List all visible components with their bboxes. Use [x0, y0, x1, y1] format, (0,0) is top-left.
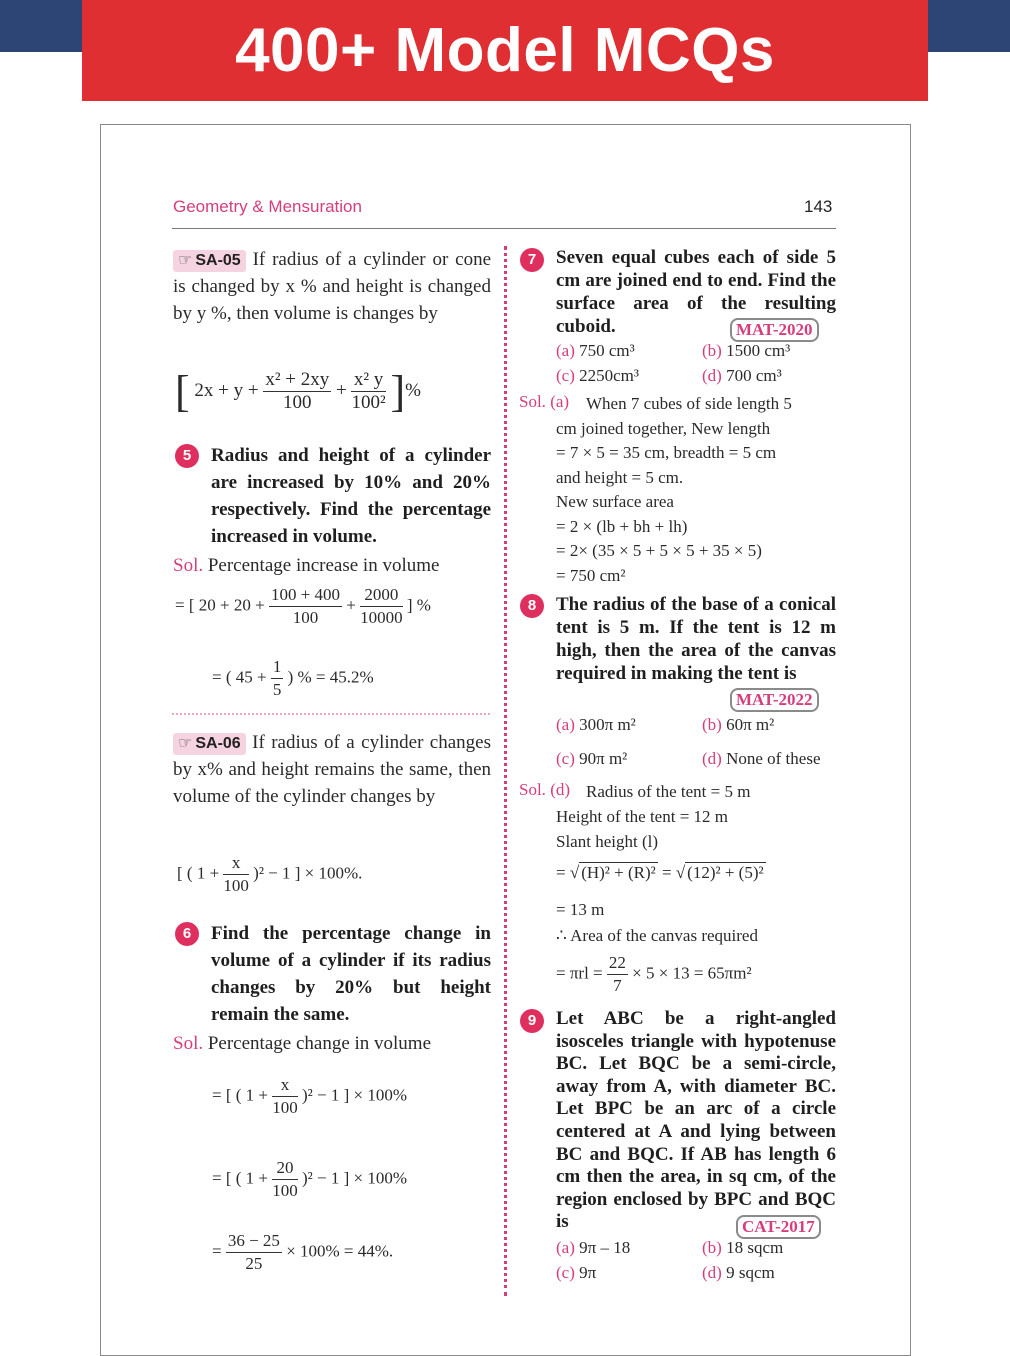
- sol-label: Sol.: [173, 555, 204, 576]
- title-banner: [82, 0, 928, 101]
- q8-sqrt-line: = √ (H)² + (R)² = √ (12)² + (5)²: [556, 863, 764, 882]
- q7-sol-label: Sol. (a): [519, 392, 570, 411]
- q8-option-a: (a) 300π m²: [556, 715, 636, 734]
- q8-eq13: = 13 m: [556, 900, 605, 919]
- q9-option-a: (a) 9π – 18: [556, 1238, 631, 1257]
- sa06-formula: [ ( 1 + $\frac{x}{100}$ )² − 1 ] × 100%.: [177, 853, 363, 895]
- q9-exam-badge: CAT-2017: [736, 1215, 821, 1239]
- q6-line3: = $\frac{36 - 25}{25}$ × 100% = 44%.: [212, 1231, 394, 1273]
- q8-exam-badge: MAT-2022: [730, 688, 819, 712]
- sa05-block: [173, 246, 491, 327]
- fraction: $\frac{22}{7}$: [608, 953, 626, 995]
- sa06-text: If radius of a cylinder changes by x% and height remains the same, then volume of the cylinder changes by: [173, 732, 492, 807]
- q8-number: 8: [520, 594, 544, 618]
- q8-option-b: (b) 60π m²: [702, 715, 775, 734]
- banner-title: 400+ Model MCQs: [235, 16, 775, 85]
- q6-solution-intro: Sol. Percentage change in volume: [173, 1033, 432, 1054]
- fraction: $\frac{\text{x² + 2xy}}{100}$: [265, 369, 330, 413]
- sa05-tag-label: SA-05: [195, 252, 241, 269]
- sqrt-term: (H)² + (R)²: [581, 863, 656, 882]
- sa06-tag: [173, 733, 246, 755]
- q5-solution-intro: Sol. Percentage increase in volume: [173, 555, 440, 576]
- q7-option-c: (c) 2250cm³: [556, 366, 639, 385]
- q7-number: 7: [520, 248, 544, 272]
- q8-sol-label: Sol. (d): [519, 780, 571, 799]
- q8-question: The radius of the base of a conical tent is 5 m. If the tent is 12 m high, then the area of the canvas required in making the tent is: [556, 594, 836, 684]
- q8-option-c: (c) 90π m²: [556, 749, 628, 768]
- column-divider: [504, 246, 507, 1296]
- section-title: Geometry & Mensuration: [173, 197, 362, 216]
- sqrt-term: (12)² + (5)²: [687, 863, 764, 882]
- bracket-close: ]: [390, 367, 406, 416]
- sa05-text: If radius of a cylinder or cone is changed by x % and height is changed by y %, then volume is changes by: [173, 249, 491, 324]
- q5-line1: = [ 20 + 20 + $\frac{100 + 400}{100}$ + $\frac{2000}{10000}$ ] %: [175, 585, 431, 627]
- sa05-tag: [173, 250, 246, 272]
- fraction: $\frac{x}{100}$: [272, 1075, 298, 1117]
- q6-question: Find the percentage change in volume of a cylinder if its radius changes by 20% but height remain the same.: [211, 923, 491, 1025]
- sa05-formula: [ 2x + y + $\frac{\text{x² + 2xy}}{100}$ + $\frac{\text{x² y}}{\text{100²}}$ ]%: [175, 367, 421, 416]
- q7-option-b: (b) 1500 cm³: [702, 341, 791, 360]
- q6-line1: = [ ( 1 + $\frac{x}{100}$ )² − 1 ] × 100%: [212, 1075, 408, 1117]
- top-right-band: [928, 0, 1010, 52]
- bracket-open: [: [175, 367, 190, 416]
- fraction: $\frac{1}{5}$: [272, 657, 282, 699]
- header-rule: [172, 228, 836, 229]
- q6-line2: = [ ( 1 + $\frac{20}{100}$ )² − 1 ] × 100%: [212, 1158, 408, 1200]
- q5-number: 5: [175, 444, 199, 468]
- q7-solution: When 7 cubes of side length 5 cm joined together, New length = 7 × 5 = 35 cm, breadth = 5 cm and height = 5 cm. New surface area = 2 × (lb + bh + lh) = 2× (35 × 5 + 5 × 5 + 35 × 5) = 750 cm²: [556, 394, 792, 585]
- fraction: $\frac{100 + 400}{100}$: [270, 585, 341, 627]
- pointing-hand-icon: ☞: [178, 252, 193, 269]
- q9-number: 9: [520, 1009, 544, 1033]
- q7-question: Seven equal cubes each of side 5 cm are joined end to end. Find the surface area of the resulting cuboid.: [556, 247, 836, 337]
- q9-option-c: (c) 9π: [556, 1263, 597, 1282]
- q6-number: 6: [175, 922, 199, 946]
- q8-option-d: (d) None of these: [702, 749, 821, 768]
- q9-option-d: (d) 9 sqcm: [702, 1263, 775, 1282]
- formula-term: 2x + y +: [194, 379, 259, 401]
- q7-exam-badge: MAT-2020: [730, 318, 819, 342]
- q7-option-a: (a) 750 cm³: [556, 341, 635, 360]
- sa06-block: [173, 729, 491, 810]
- fraction: $\frac{2000}{10000}$: [360, 585, 403, 627]
- page-number: 143: [804, 197, 833, 216]
- pointing-hand-icon: ☞: [178, 735, 193, 752]
- q8-area-formula: = πrl = $\frac{22}{7}$ × 5 × 13 = 65πm²: [556, 953, 752, 995]
- q8-solution: Radius of the tent = 5 m Height of the tent = 12 m Slant height (l): [556, 782, 751, 851]
- q9-question: Let ABC be a right-angled isosceles triangle with hypotenuse BC. Let BQC be a semi-circle, away from A, with diameter BC. Let BPC be an arc of a circle centered at A and lying between BC and BQC. If AB has length 6 cm then the area, in sq cm, of the region enclosed by BPC and BQC is: [556, 1008, 836, 1233]
- fraction: $\frac{20}{100}$: [272, 1158, 298, 1200]
- fraction: $\frac{\text{x² y}}{\text{100²}}$: [351, 369, 386, 413]
- section-separator: [172, 713, 490, 718]
- q5-line2: = ( 45 + $\frac{1}{5}$ ) % = 45.2%: [212, 657, 374, 699]
- top-left-band: [0, 0, 82, 52]
- sa06-tag-label: SA-06: [195, 735, 241, 752]
- q5-question: Radius and height of a cylinder are increased by 10% and 20% respectively. Find the percentage increased in volume.: [211, 445, 491, 547]
- sol-label: Sol.: [173, 1033, 204, 1054]
- q7-option-d: (d) 700 cm³: [702, 366, 782, 385]
- q8-area-text: ∴ Area of the canvas required: [556, 926, 758, 945]
- fraction: $\frac{x}{100}$: [223, 853, 249, 895]
- fraction: $\frac{36 - 25}{25}$: [227, 1231, 280, 1273]
- q9-option-b: (b) 18 sqcm: [702, 1238, 784, 1257]
